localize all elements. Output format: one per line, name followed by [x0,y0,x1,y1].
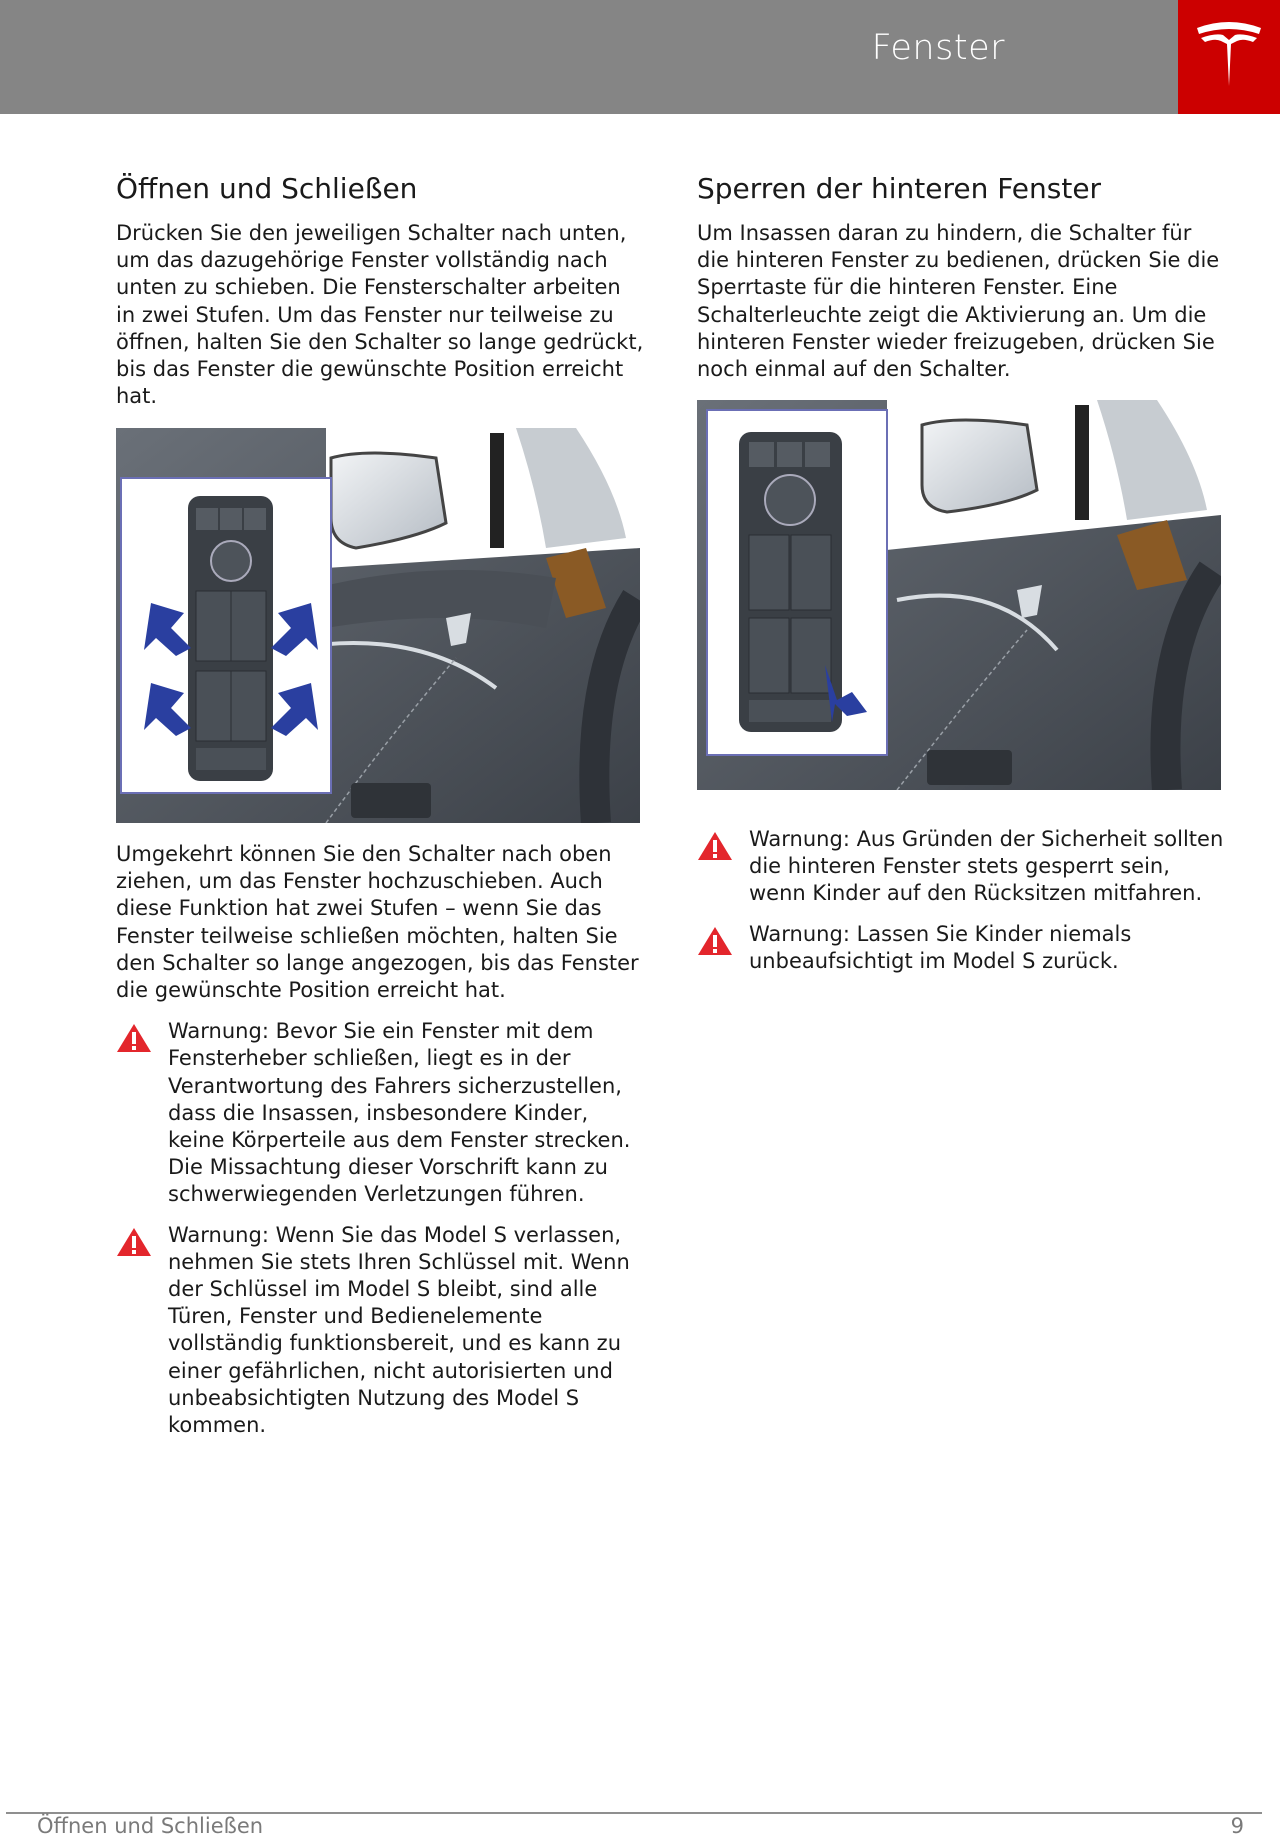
footer-section-title: Öffnen und Schließen [37,1814,264,1838]
warning-text: Warnung: Aus Gründen der Sicherheit sollten die hinteren Fenster stets gesperrt sein, wenn Kinder auf den Rücksitzen mitfahren. [749,827,1224,906]
warning-triangle-icon [697,831,733,861]
chapter-title: Fenster [871,28,1005,68]
warning-block [697,921,1227,975]
door-illustration [116,428,640,823]
body-paragraph: Umgekehrt können Sie den Schalter nach oben ziehen, um das Fenster hochzuschieben. Auch diese Funktion hat zwei Stufen – wenn Sie das Fenster teilweise schließen möchten, halten Sie den Schalter so lange angezogen, bis das Fenster die gewünschte Position erreicht hat. [116,842,639,1003]
intro-paragraph: Um Insassen daran zu hindern, die Schalter für die hinteren Fenster zu bedienen, drücken Sie die Sperrtaste für die hinteren Fenster. Eine Schalterleuchte zeigt die Aktivierung an. Um die hinteren Fenster wieder freizugeben, drücken Sie noch einmal auf den Schalter. [697,221,1220,382]
page-number: 9 [1230,1814,1244,1838]
figure-window-switches [116,428,640,823]
warning-block [116,1018,646,1208]
door-illustration [697,400,1221,790]
page-header [0,0,1280,114]
warning-block [116,1222,646,1440]
right-column [697,172,1227,383]
warning-triangle-icon [116,1023,152,1053]
warning-text: Warnung: Wenn Sie das Model S verlassen, nehmen Sie stets Ihren Schlüssel mit. Wenn der Schlüssel im Model S bleibt, sind alle Türen, Fenster und Bedienelemente vollständig funktionsbereit, und es kann zu einer gefährlichen, nicht autorisierten und unbeabsichtigten Nutzung des Model S kommen. [168,1222,630,1438]
left-column-lower [116,841,646,1439]
section-heading-open-close: Öffnen und Schließen [116,172,418,205]
warning-triangle-icon [697,926,733,956]
warning-triangle-icon [116,1227,152,1257]
left-column [116,172,646,410]
right-column-warnings [697,826,1227,975]
tesla-logo-box [1178,0,1280,114]
intro-paragraph: Drücken Sie den jeweiligen Schalter nach unten, um das dazugehörige Fenster vollständig nach unten zu schieben. Die Fensterschalter arbeiten in zwei Stufen. Um das Fenster nur teilweise zu öffnen, halten Sie den Schalter so lange gedrückt, bis das Fenster die gewünschte Position erreicht hat. [116,221,644,409]
warning-text: Warnung: Bevor Sie ein Fenster mit dem Fensterheber schließen, liegt es in der Verantwortung des Fahrers sicherzustellen, dass die Insassen, insbesondere Kinder, keine Körperteile aus dem Fenster strecken. Die Missachtung dieser Vorschrift kann zu schwerwiegenden Verletzungen führen. [168,1019,631,1207]
tesla-logo-icon [1195,20,1263,88]
figure-rear-window-lock [697,400,1221,790]
warning-block [697,826,1227,908]
warning-text: Warnung: Lassen Sie Kinder niemals unbeaufsichtigt im Model S zurück. [749,921,1132,973]
section-heading-rear-lock: Sperren der hinteren Fenster [697,172,1102,205]
